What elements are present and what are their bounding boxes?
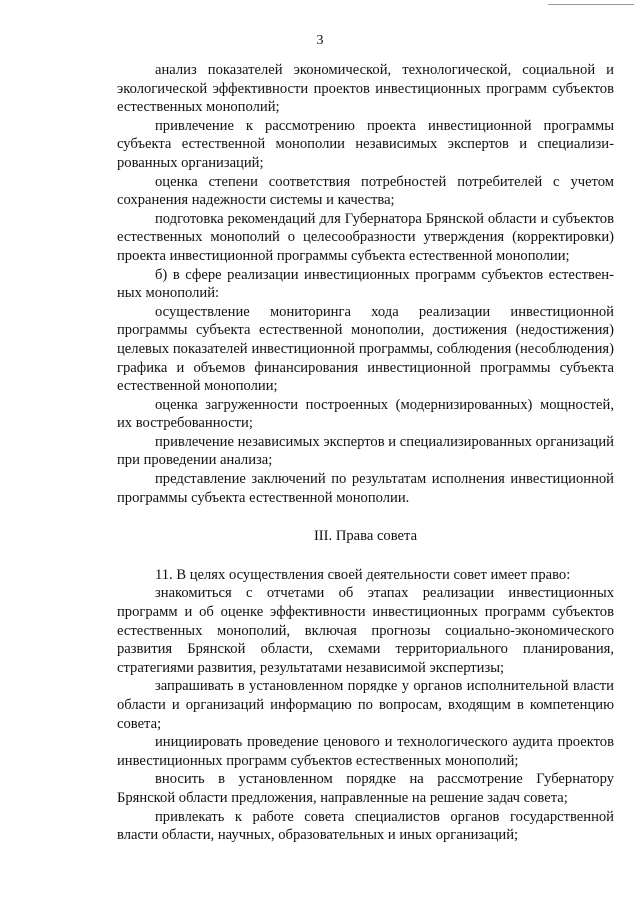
paragraph: представление заключений по результатам исполнения инвестиционной программы субъекта естественной монополии. xyxy=(117,471,614,506)
paragraph: инициировать проведение ценового и технологического аудита проектов инвестиционных программ субъектов естественных монополий; xyxy=(117,734,614,769)
paragraph: знакомиться с отчетами об этапах реализации инвестиционных программ и об оценке эффективности инвестиционных программ субъектов естественных монополий, включая прогнозы социально-экономического развития Брянской области, схемами территориального планирования, стратегиями развития, результатами независимой экспертизы; xyxy=(117,585,614,676)
paragraph: оценка загруженности построенных (модернизированных) мощностей, их востребованности; xyxy=(117,396,614,432)
paragraph: привлечение к рассмотрению проекта инвестиционной программы субъекта естественной монополии независимых экспертов и специализированных организаций; xyxy=(117,117,614,171)
paragraph: вносить в установленном порядке на рассмотрение Губернатору Брянской области предложения, направленные на решение задач совета; xyxy=(117,771,614,806)
header-rule xyxy=(548,4,634,5)
paragraph: 11. В целях осуществления своей деятельности совет имеет право: xyxy=(155,566,571,583)
paragraph: осуществление мониторинга хода реализации инвестиционной программы субъекта естественной монополии, достижения (недостижения) целевых показателей инвестиционной программы, соблюдения (несоблюдения) графика и объемов финансирования инвестиционной программы субъекта естественной монополии; xyxy=(117,303,614,395)
paragraph: анализ показателей экономической, технологической, социальной и экологической эффективности проектов инвестиционных программ субъектов естественных монополий; xyxy=(117,62,614,116)
paragraph: оценка степени соответствия потребностей потребителей с учетом сохранения надежности системы и качества; xyxy=(117,173,614,209)
paragraph: подготовка рекомендаций для Губернатора Брянской области и субъектов естественных монополий о целесообразности утверждения (корректировки) проекта инвестиционной программы субъекта естественной монополии; xyxy=(117,210,614,264)
section-heading: III. Права совета xyxy=(313,528,418,545)
paragraph: б) в сфере реализации инвестиционных программ субъектов естественных монополий: xyxy=(117,266,614,302)
paragraph: запрашивать в установленном порядке у органов исполнительной власти области и организаций информацию по вопросам, входящим в компетенцию совета; xyxy=(117,678,614,732)
paragraph: привлекать к работе совета специалистов органов государственной власти области, научных, образовательных и иных организаций; xyxy=(117,808,614,844)
paragraph: привлечение независимых экспертов и специализированных организаций при проведении анализа; xyxy=(117,433,614,469)
page-number: 3 xyxy=(316,33,324,48)
document-body xyxy=(117,61,614,845)
